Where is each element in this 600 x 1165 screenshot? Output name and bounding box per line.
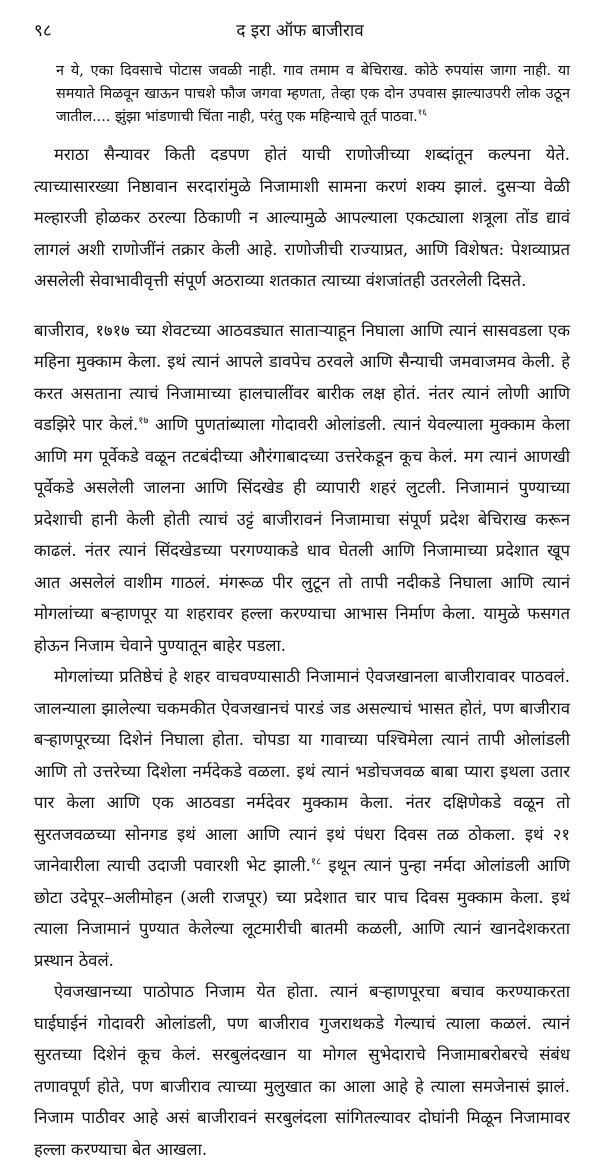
page-content xyxy=(34,60,570,1165)
paragraph-text: आणि पुणतांब्याला गोदावरी ओलांडली. त्यानं येवल्याला मुक्काम केला आणि मग पूर्वेकडे वळून तटबंदीच्या औरंगाबादच्या उत्तरेकडून कूच केलं. मग त्यानं आणखी पूर्वेकडे असलेली जालना आणि सिंदखेड ही व्यापारी शहरं लुटली. निजामानं पुण्याच्या प्रदेशाची हानी केली होती त्याचं उट्टं बाजीरावनं निजामाचा संपूर्ण प्रदेश बेचिराख करून काढलं. नंतर त्यानं सिंदखेडच्या परगण्याकडे धाव घेतली आणि निजामाच्या प्रदेशात खूप आत असलेलं वाशीम गाठलं. मंगरूळ पीर लुटून तो तापी नदीकडे निघाला आणि त्यानं मोगलांच्या बऱ्हाणपूर या शहरावर हल्ला करण्याचा आभास निर्माण केला. यामुळे फसगत होऊन निजाम चेवाने पुण्यातून बाहेर पडला. xyxy=(34,415,570,655)
paragraph-text: मोगलांच्या प्रतिष्ठेचं हे शहर वाचवण्यासाठी निजामानं ऐवजखानला बाजीरावावर पाठवलं. जालन्याला झालेल्या चकमकीत ऐवजखानचं पारडं जड असल्याचं भासत होतं, पण बाजीराव बऱ्हाणपूरच्या दिशेनं निघाला होता. चोपडा या गावाच्या पश्चिमेला त्यानं तापी ओलांडली आणि तो उत्तरेच्या दिशेला नर्मदेकडे वळला. इथं त्यानं भडोचजवळ बाबा प्यारा इथला उतार पार केला आणि एक आठवडा नर्मदेवर मुक्काम केला. नंतर दक्षिणेकडे वळून तो सुरतजवळच्या सोनगड इथं आला आणि त्यानं इथं पंधरा दिवस तळ ठोकला. इथं २१ जानेवारीला त्याची उदाजी पवारशी भेट झाली. xyxy=(34,667,570,875)
quote-text: न ये, एका दिवसाचे पोटास जवळी नाही. गाव तमाम व बेचिराख. कोठे रुपयांस जागा नाही. या समयाते मिळवून खाऊन पाचशे फौज जगवा म्हणता, तेव्हा एक दोन उपवास झाल्याउपरी लोक उठून जातील.... झुंझा भांडणाची चिंता नाही, परंतु एक महिन्याचे तूर्त पाठवा. xyxy=(56,63,570,125)
footnote-marker: १८ xyxy=(310,856,322,868)
block-quote xyxy=(34,60,570,129)
paragraph-4 xyxy=(34,976,570,1165)
paragraph-text: मराठा सैन्यावर किती दडपण होतं याची राणोजीच्या शब्दांतून कल्पना येते. त्याच्यासारख्या निष्ठावान सरदारांमुळे निजामाशी सामना करणं शक्य झालं. दुसऱ्या वेळी मल्हारजी होळकर ठरल्या ठिकाणी न आल्यामुळे आपल्याला एकट्याला शत्रूला तोंड द्यावं लागलं अशी राणोजींनं तक्रार केली आहे. राणोजीची राज्याप्रत, आणि विशेषत: पेशव्याप्रत असलेली सेवाभावीवृत्ती संपूर्ण अठराव्या शतकात त्याच्या वंशजांतही उतरलेली दिसते. xyxy=(34,145,570,290)
paragraph-2 xyxy=(34,315,570,662)
page-number: ९८ xyxy=(34,21,52,41)
page-header xyxy=(34,14,566,44)
paragraph-3 xyxy=(34,661,570,976)
footnote-marker: १७ xyxy=(138,415,149,427)
paragraph-text: ऐवजखानच्या पाठोपाठ निजाम येत होता. त्यानं बऱ्हाणपूरचा बचाव करण्याकरता घाईघाईनं गोदावरी ओलांडली, पण बाजीराव गुजराथकडे गेल्याचं त्याला कळलं. त्यानं सुरतच्या दिशेनं कूच केलं. सरबुलंदखान या मोगल सुभेदाराचे निजामाबरोबरचे संबंध तणावपूर्ण होते, पण बाजीराव त्याच्या मुलुखात का आला आहे हे त्याला समजेनासं झालं. निजाम पाठीवर आहे असं बाजीरावनं सरबुलंदला सांगितल्यावर दोघांनी मिळून निजामावर हल्ला करण्याचा बेत आखला. xyxy=(34,982,570,1159)
paragraph-text: बाजीराव, १७१७ च्या शेवटच्या आठवड्यात सातार्‍याहून निघाला आणि त्यानं सासवडला एक महिना मुक्काम केला. इथं त्यानं आपले डावपेच ठरवले आणि सैन्याची जमवाजमव केली. हे करत असताना त्याचं निजामाच्या हालचालींवर बारीक लक्ष होतं. नंतर त्यानं लोणी आणि वडझिरे पार केलं. xyxy=(34,320,570,434)
running-title: द इरा ऑफ बाजीराव xyxy=(236,21,364,41)
footnote-marker: १६ xyxy=(417,108,427,119)
paragraph-1 xyxy=(34,139,570,297)
paragraph-text: इथून त्यानं पुन्हा नर्मदा ओलांडली आणि छोटा उदेपूर–अलीमोहन (अली राजपूर) च्या प्रदेशात चार पाच दिवस मुक्काम केला. इथं त्याला निजामानं पुण्यात केलेल्या लूटमारीची बातमी कळली, आणि त्यानं खानदेशकरता प्रस्थान ठेवलं. xyxy=(34,856,571,970)
